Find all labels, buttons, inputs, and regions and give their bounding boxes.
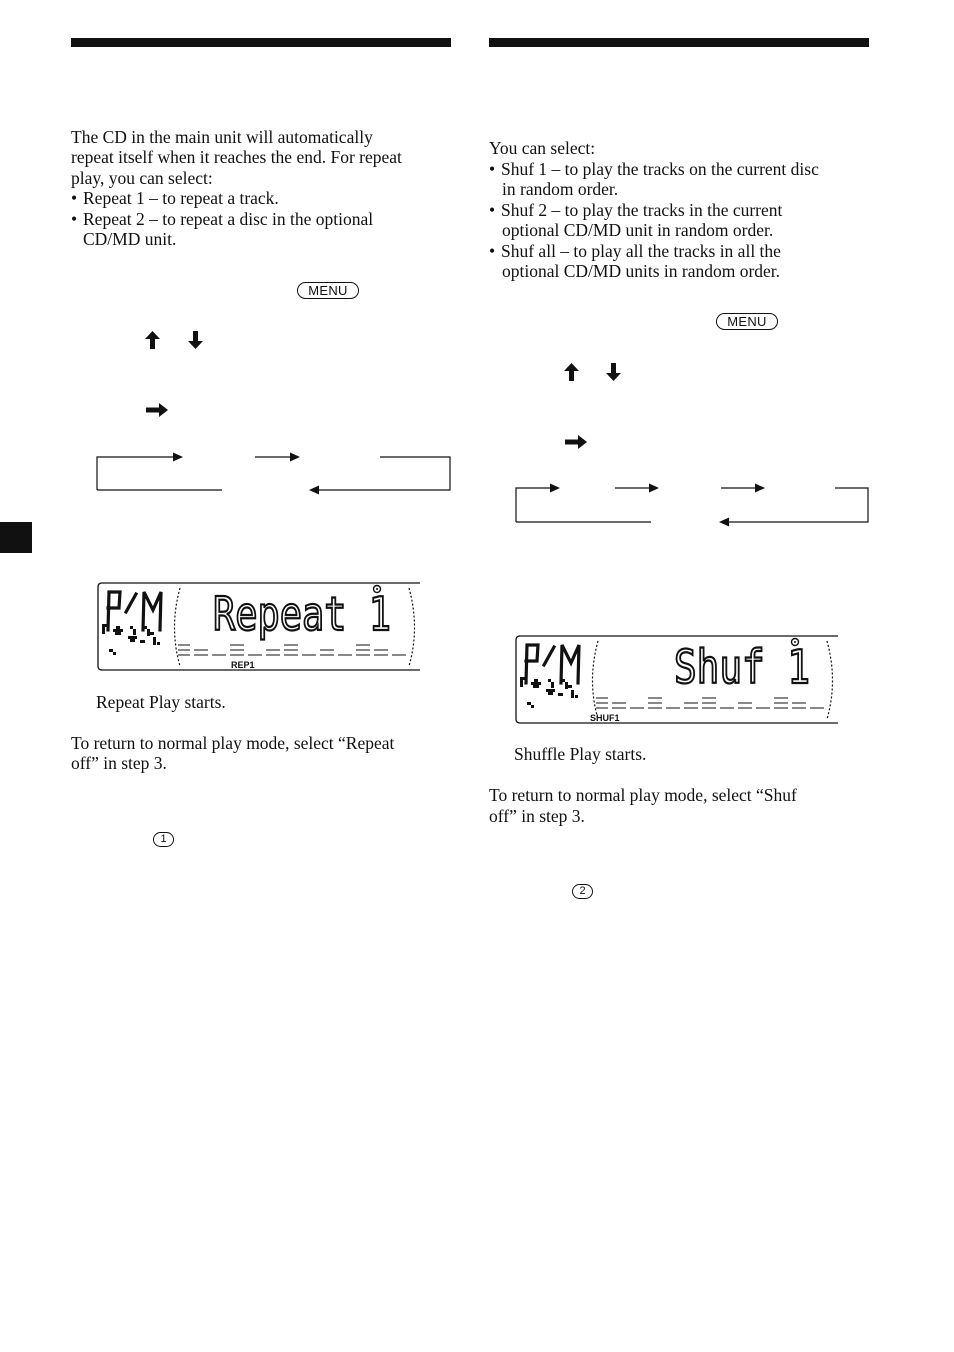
- lcd-main-text: Shuf 1: [674, 640, 810, 694]
- left-intro-line: play, you can select:: [71, 168, 213, 188]
- right-return-line: To return to normal play mode, select “Shuf: [489, 785, 797, 805]
- bullet-text: Repeat 2 – to repeat a disc in the optional: [83, 209, 374, 229]
- right-result-text: Shuffle Play starts.: [514, 744, 647, 764]
- right-return-line: off” in step 3.: [489, 806, 585, 826]
- bullet-text: Repeat 1 – to repeat a track.: [83, 188, 279, 208]
- menu-button[interactable]: MENU: [716, 313, 778, 330]
- right-arrow-icon: [146, 403, 168, 417]
- left-intro-line: repeat itself when it reaches the end. For repeat: [71, 147, 402, 167]
- bullet-glyph: •: [71, 209, 78, 229]
- bullet-text: Shuf 2 – to play the tracks in the current: [501, 200, 783, 220]
- bullet-glyph: •: [489, 159, 496, 179]
- lcd-main-text: Repeat 1: [213, 587, 391, 641]
- left-result-text: Repeat Play starts.: [96, 692, 226, 712]
- menu-button[interactable]: MENU: [297, 282, 359, 299]
- shuffle-cycle-diagram: [514, 481, 872, 526]
- bullet-text-continued: CD/MD unit.: [83, 229, 177, 249]
- lcd-display-shuffle: [514, 635, 840, 725]
- right-intro-line: You can select:: [489, 138, 596, 158]
- repeat-cycle-diagram: [95, 450, 453, 495]
- right-arrow-icon: [565, 435, 587, 449]
- number-2-button[interactable]: 2: [572, 884, 593, 899]
- number-1-button[interactable]: 1: [153, 832, 174, 847]
- bullet-text: Shuf all – to play all the tracks in all the: [501, 241, 781, 261]
- up-arrow-icon: [145, 331, 160, 349]
- bullet-text-continued: optional CD/MD units in random order.: [502, 261, 781, 281]
- bullet-glyph: •: [71, 188, 78, 208]
- bullet-text-continued: optional CD/MD unit in random order.: [502, 220, 774, 240]
- lcd-display-repeat: [96, 582, 422, 672]
- left-heading-rule: [71, 38, 451, 47]
- left-return-line: off” in step 3.: [71, 753, 167, 773]
- bullet-text-continued: in random order.: [502, 179, 619, 199]
- left-intro-line: The CD in the main unit will automatically: [71, 127, 373, 147]
- up-arrow-icon: [564, 363, 579, 381]
- bullet-glyph: •: [489, 241, 496, 261]
- bullet-glyph: •: [489, 200, 496, 220]
- bullet-text: Shuf 1 – to play the tracks on the current disc: [501, 159, 819, 179]
- down-arrow-icon: [606, 363, 621, 381]
- section-tab: [0, 522, 32, 553]
- right-heading-rule: [489, 38, 869, 47]
- left-return-line: To return to normal play mode, select “Repeat: [71, 733, 395, 753]
- down-arrow-icon: [188, 331, 203, 349]
- lcd-indicator-label: REP1: [231, 660, 255, 670]
- lcd-indicator-label: SHUF1: [590, 713, 620, 723]
